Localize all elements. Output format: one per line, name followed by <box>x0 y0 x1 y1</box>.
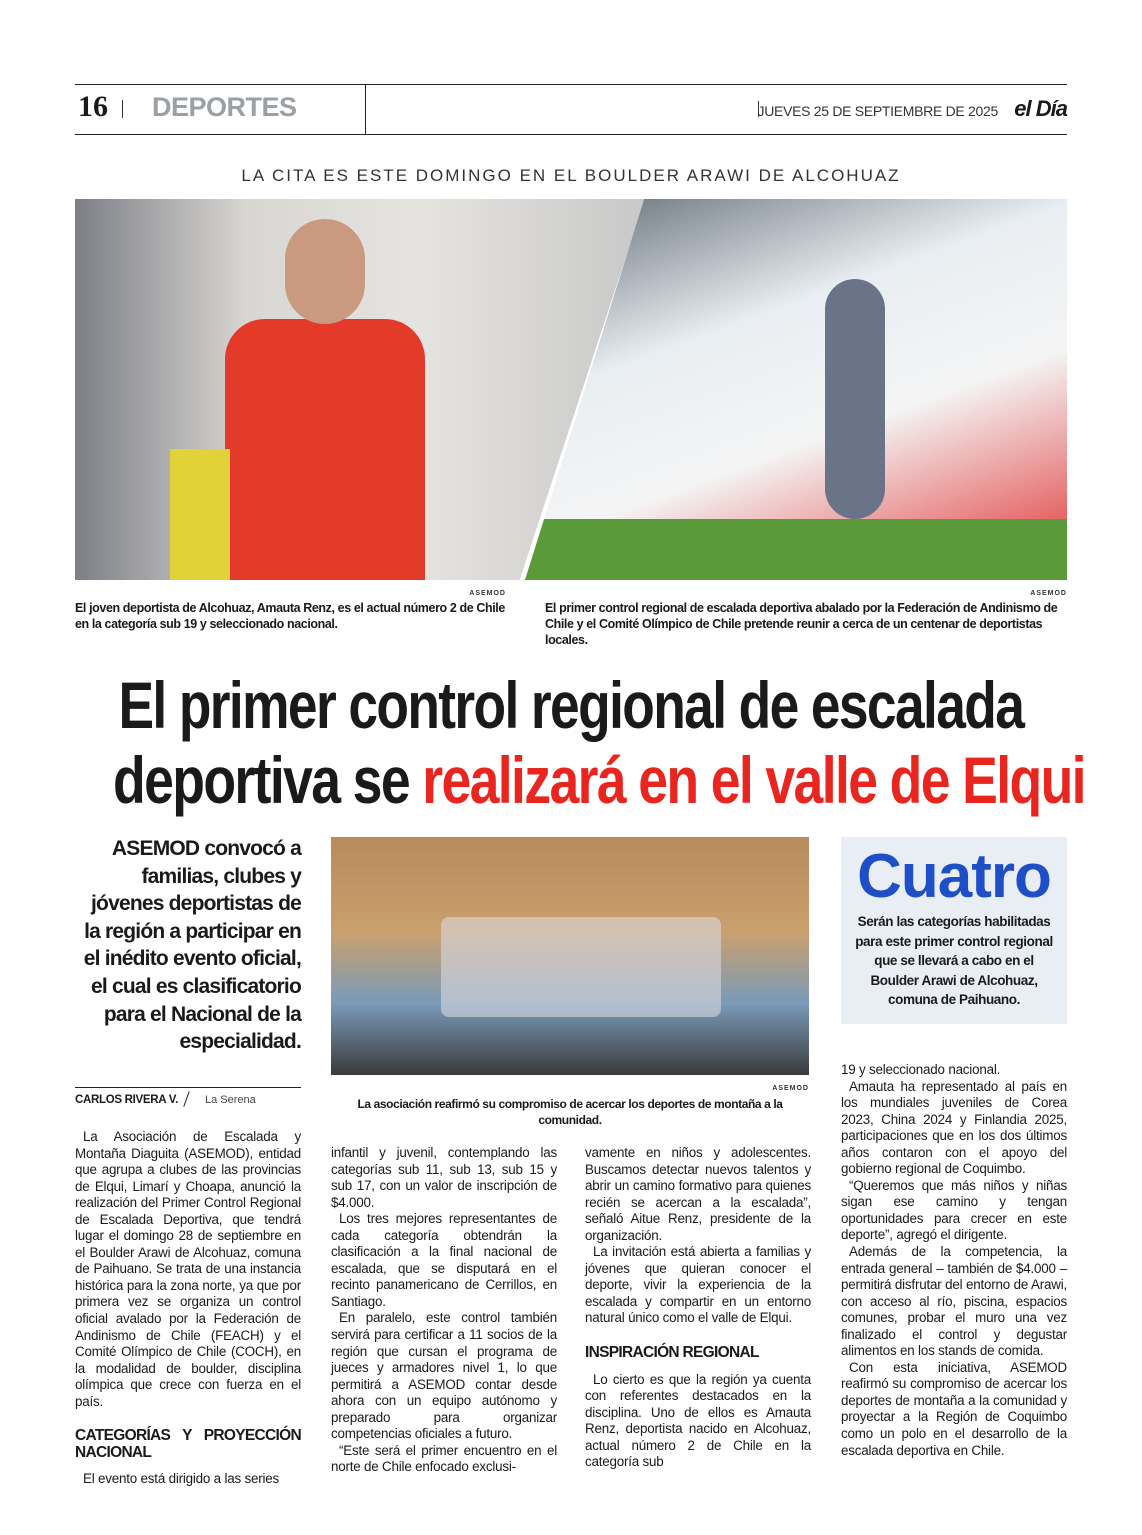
byline <box>75 1087 301 1108</box>
highlight-word: Cuatro <box>857 842 1051 911</box>
body-column-2 <box>331 1145 557 1476</box>
section-title: DEPORTES <box>152 92 297 122</box>
newspaper-logo: el Día <box>1014 96 1067 121</box>
headline-line2: deportiva se <box>112 743 423 817</box>
paragraph: “Queremos que más niños y niñas sigan ese camino y tengan oportunidades para crecer en este deporte”, agregó el dirigente. <box>841 1177 1067 1243</box>
dateline-city: La Serena <box>204 1094 256 1106</box>
subheading: INSPIRACIÓN REGIONAL <box>585 1344 759 1362</box>
photo-caption: El joven deportista de Alcohuaz, Amauta Renz, es el actual número 2 de Chile en la categoría sub 19 y seleccionado nacional. <box>75 601 505 631</box>
paragraph: En paralelo, este control también servirá para certificar a 11 socios de la región que cursan el programa de jueces y armadores nivel 1, lo que permitirá a ASEMOD contar desde ahora con un equipo autónomo y preparado para organizar competencias oficiales a futuro. <box>331 1310 557 1442</box>
highlight-box <box>841 837 1067 1024</box>
paragraph: Amauta ha representado al país en los mundiales juveniles de Corea 2023, China 2024 y Finlandia 2025, participaciones que en los dos últimos años contaron con el apoyo del gobierno regional de Coquimbo. <box>841 1078 1067 1177</box>
paragraph: Con esta iniciativa, ASEMOD reafirmó su compromiso de acercar los deportes de montaña a la comunidad y proyectar a la Región de Coquimbo como un polo en el desarrollo de la escalada deportiva en Chile. <box>841 1359 1067 1458</box>
headline-line1-wrap <box>119 668 1024 742</box>
photo-caption: La asociación reafirmó su compromiso de acercar los deportes de montaña a la comunidad. <box>357 1097 783 1127</box>
kicker: LA CITA ES ESTE DOMINGO EN EL BOULDER ARAWI DE ALCOHUAZ <box>241 166 901 185</box>
body-column-1 <box>75 1129 301 1488</box>
subheading: CATEGORÍAS Y PROYECCIÓN NACIONAL <box>75 1427 301 1461</box>
paragraph: Lo cierto es que la región ya cuenta con referentes destacados en la disciplina. Uno de ellos es Amauta Renz, deportista nacido en Alcohuaz, actual número 2 de Chile en la categoría sub <box>585 1371 811 1470</box>
top-rule <box>75 84 1067 85</box>
paragraph: El evento está dirigido a las series <box>83 1471 280 1487</box>
paragraph: La invitación está abierta a familias y jóvenes que quieran conocer el deporte, vivir la experiencia de la escalada y compartir en un entorno natural único como el valle de Elqui. <box>585 1244 811 1326</box>
paragraph: Los tres mejores representantes de cada categoría obtendrán la clasificación a la final nacional de escalada, que se disputará en el recinto panamericano de Cerrillos, en Santiago. <box>331 1211 557 1309</box>
highlight-text: Serán las categorías habilitadas para este primer control regional que se llevará a cabo en el Boulder Arawi de Alcohuaz, comuna de Paihuano. <box>855 914 1053 1007</box>
photo-credit: ASEMOD <box>1030 590 1067 597</box>
deck: ASEMOD convocó a familias, clubes y jóvenes deportistas de la región a participar en el inédito evento oficial, el cual es clasificatorio para el Nacional de la especialidad. <box>83 837 301 1054</box>
paragraph: “Este será el primer encuentro en el norte de Chile enfocado exclusi- <box>331 1442 557 1475</box>
divider <box>183 1091 189 1106</box>
body-column-3 <box>585 1145 811 1471</box>
paragraph: La Asociación de Escalada y Montaña Diaguita (ASEMOD), entidad que agrupa a clubes de las provincias de Elqui, Limarí y Choapa, anunció la realización del Primer Control Regional de Escalada Deportiva, que tendrá lugar el domingo 28 de septiembre en el Boulder Arawi de Alcohuaz, comuna de Paihuano. Se trata de una instancia histórica para la zona norte, ya que por primera vez se organiza un control oficial avalado por la Federación de Andinismo de Chile (FEACH) y el Comité Olímpico de Chile (COCH), en la modalidad de boulder, disciplina olímpica que crece con fuerza en el país. <box>75 1129 301 1409</box>
photo-caption: El primer control regional de escalada deportiva abalado por la Federación de Andinismo de Chile y el Comité Olímpico de Chile pretende reunir a cerca de un centenar de deportistas locales. <box>545 601 1058 647</box>
headline-line2-wrap <box>113 743 1085 817</box>
issue-date: JUEVES 25 DE SEPTIEMBRE DE 2025 <box>757 103 998 119</box>
header-rule <box>75 134 1067 135</box>
photo-credit: ASEMOD <box>772 1085 809 1092</box>
photo-credit: ASEMOD <box>469 590 506 597</box>
author: CARLOS RIVERA V. <box>75 1094 178 1106</box>
paragraph: Además de la competencia, la entrada general – también de $4.000 – permitirá disfrutar del entorno de Arawi, con acceso al río, piscina, espacios comunes, probar el muro una vez finalizado el control y degustar alimentos en los stands de comida. <box>841 1244 1067 1359</box>
page-number: 16 <box>78 90 108 123</box>
paragraph: 19 y seleccionado nacional. <box>841 1062 1001 1077</box>
paragraph: infantil y juvenil, contemplando las categorías sub 11, sub 13, sub 15 y sub 17, con un valor de inscripción de $4.000. <box>331 1145 557 1210</box>
headline <box>0 668 1142 742</box>
divider <box>365 84 366 134</box>
headline-highlight: realizará en el valle de Elqui <box>422 743 1085 817</box>
body-column-4 <box>841 1062 1067 1459</box>
headline-line1: El primer control regional de escalada <box>118 668 1024 742</box>
divider <box>122 100 123 118</box>
photo-group-children <box>331 837 809 1075</box>
headline <box>0 743 1142 817</box>
paragraph: vamente en niños y adolescentes. Buscamos detectar nuevos talentos y abrir un camino formativo para quienes recién se acercan a la escalada”, señaló Aitue Renz, presidente de la organización. <box>585 1145 811 1243</box>
